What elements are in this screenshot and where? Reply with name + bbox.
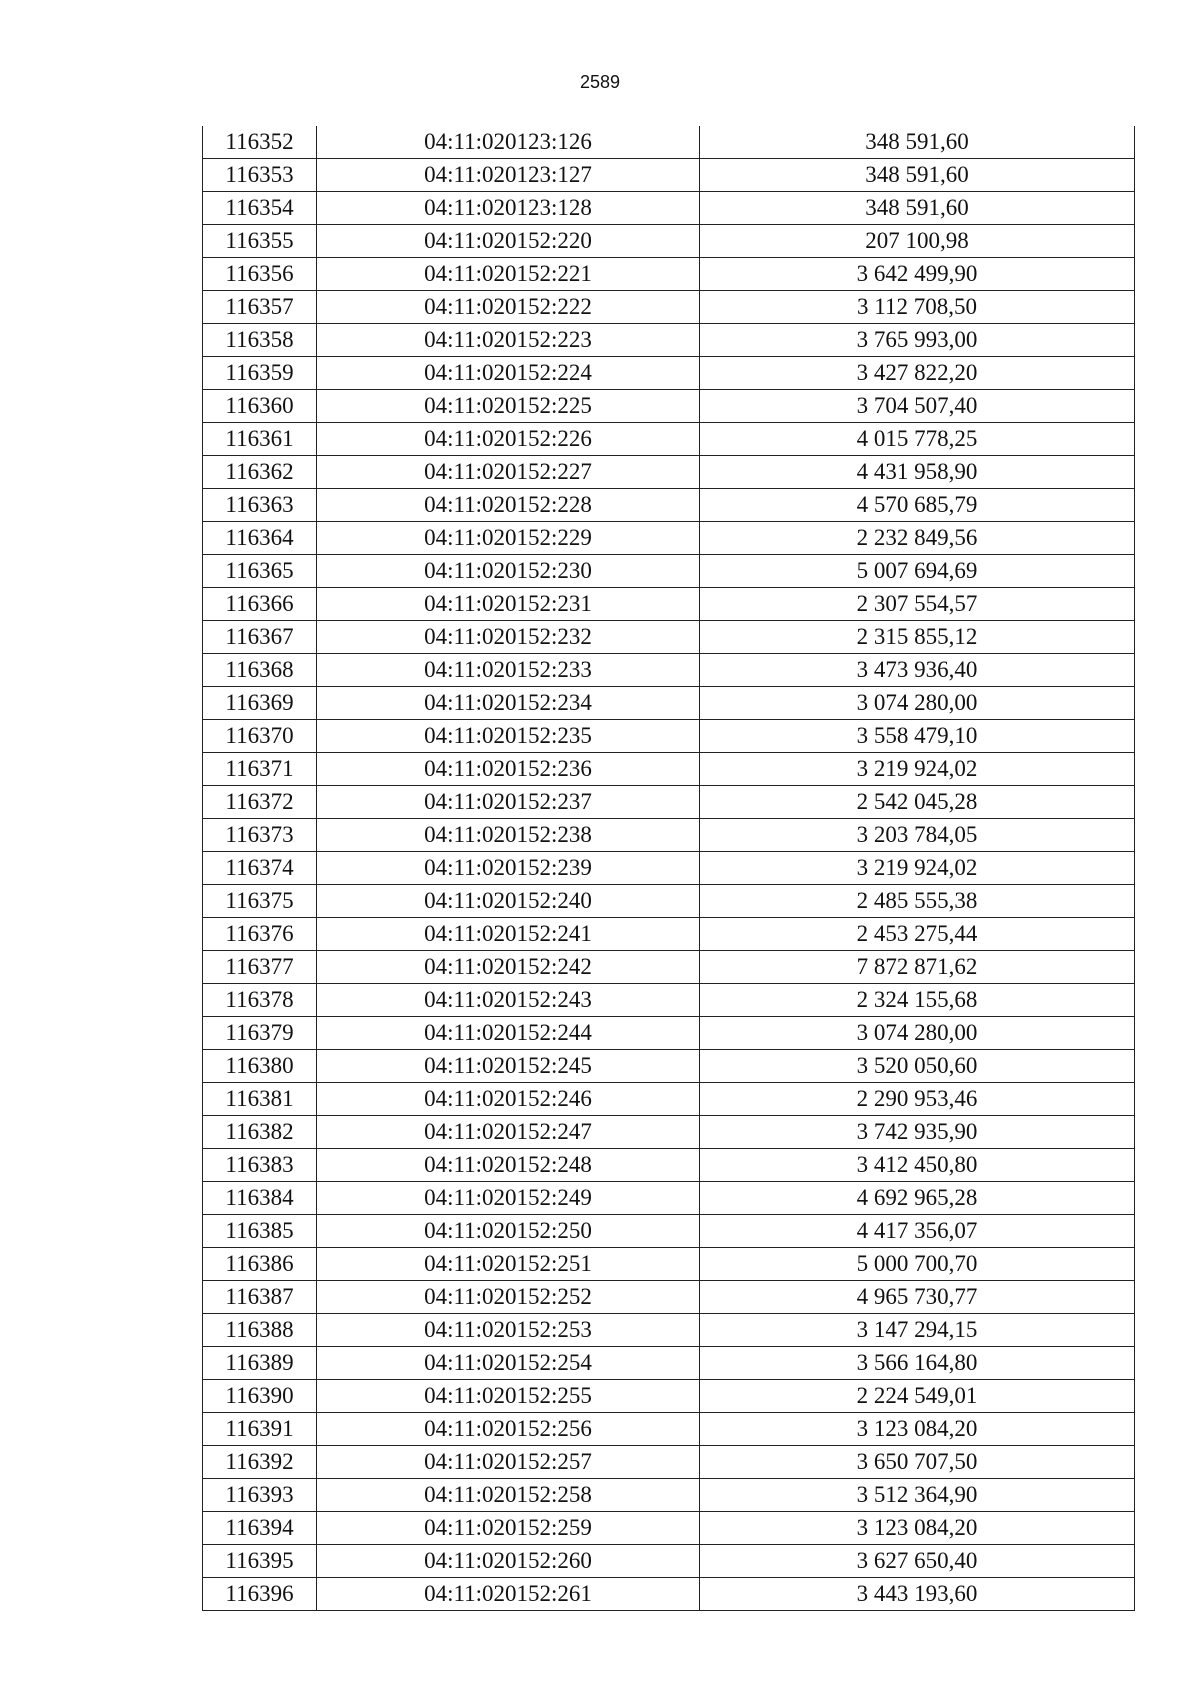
row-number-cell: 116366	[203, 588, 317, 621]
cadastral-number-cell: 04:11:020152:233	[317, 654, 700, 687]
row-number-cell: 116388	[203, 1314, 317, 1347]
table-row	[203, 1479, 1135, 1512]
table-row	[203, 1149, 1135, 1182]
table-row	[203, 720, 1135, 753]
table-row	[203, 555, 1135, 588]
cadastral-number-cell: 04:11:020152:254	[317, 1347, 700, 1380]
cadastral-number-cell: 04:11:020152:244	[317, 1017, 700, 1050]
cadastral-value-cell: 4 015 778,25	[700, 423, 1135, 456]
table-row	[203, 1380, 1135, 1413]
row-number-cell: 116363	[203, 489, 317, 522]
row-number-cell: 116359	[203, 357, 317, 390]
cadastral-number-cell: 04:11:020152:231	[317, 588, 700, 621]
table-row	[203, 654, 1135, 687]
table-row	[203, 324, 1135, 357]
row-number-cell: 116396	[203, 1578, 317, 1611]
cadastral-value-cell: 3 627 650,40	[700, 1545, 1135, 1578]
cadastral-number-cell: 04:11:020152:245	[317, 1050, 700, 1083]
cadastral-number-cell: 04:11:020152:221	[317, 258, 700, 291]
table-row	[203, 423, 1135, 456]
row-number-cell: 116364	[203, 522, 317, 555]
cadastral-value-cell: 2 232 849,56	[700, 522, 1135, 555]
cadastral-value-cell: 4 570 685,79	[700, 489, 1135, 522]
cadastral-number-cell: 04:11:020152:260	[317, 1545, 700, 1578]
row-number-cell: 116383	[203, 1149, 317, 1182]
table-row	[203, 489, 1135, 522]
table-row	[203, 1116, 1135, 1149]
cadastral-number-cell: 04:11:020152:249	[317, 1182, 700, 1215]
cadastral-number-cell: 04:11:020152:241	[317, 918, 700, 951]
cadastral-number-cell: 04:11:020152:234	[317, 687, 700, 720]
cadastral-number-cell: 04:11:020152:226	[317, 423, 700, 456]
cadastral-number-cell: 04:11:020152:230	[317, 555, 700, 588]
row-number-cell: 116374	[203, 852, 317, 885]
row-number-cell: 116377	[203, 951, 317, 984]
cadastral-value-cell: 5 000 700,70	[700, 1248, 1135, 1281]
table-row	[203, 753, 1135, 786]
cadastral-number-cell: 04:11:020152:250	[317, 1215, 700, 1248]
row-number-cell: 116386	[203, 1248, 317, 1281]
cadastral-value-cell: 5 007 694,69	[700, 555, 1135, 588]
table-row	[203, 1248, 1135, 1281]
row-number-cell: 116371	[203, 753, 317, 786]
cadastral-value-cell: 4 417 356,07	[700, 1215, 1135, 1248]
table-row	[203, 1050, 1135, 1083]
row-number-cell: 116380	[203, 1050, 317, 1083]
cadastral-number-cell: 04:11:020152:227	[317, 456, 700, 489]
row-number-cell: 116353	[203, 159, 317, 192]
cadastral-value-cell: 7 872 871,62	[700, 951, 1135, 984]
table-row	[203, 1017, 1135, 1050]
cadastral-number-cell: 04:11:020123:127	[317, 159, 700, 192]
table-row	[203, 357, 1135, 390]
cadastral-number-cell: 04:11:020152:229	[317, 522, 700, 555]
cadastral-value-cell: 3 219 924,02	[700, 753, 1135, 786]
cadastral-value-cell: 348 591,60	[700, 192, 1135, 225]
table-row	[203, 390, 1135, 423]
table-row	[203, 291, 1135, 324]
cadastral-value-cell: 207 100,98	[700, 225, 1135, 258]
row-number-cell: 116355	[203, 225, 317, 258]
table-row	[203, 819, 1135, 852]
row-number-cell: 116391	[203, 1413, 317, 1446]
cadastral-value-cell: 3 112 708,50	[700, 291, 1135, 324]
cadastral-number-cell: 04:11:020152:251	[317, 1248, 700, 1281]
row-number-cell: 116376	[203, 918, 317, 951]
cadastral-value-cell: 3 443 193,60	[700, 1578, 1135, 1611]
table-row	[203, 885, 1135, 918]
cadastral-value-cell: 3 473 936,40	[700, 654, 1135, 687]
cadastral-number-cell: 04:11:020152:248	[317, 1149, 700, 1182]
table-row	[203, 1413, 1135, 1446]
cadastral-value-cell: 2 290 953,46	[700, 1083, 1135, 1116]
row-number-cell: 116370	[203, 720, 317, 753]
cadastral-value-cell: 3 123 084,20	[700, 1413, 1135, 1446]
cadastral-number-cell: 04:11:020152:261	[317, 1578, 700, 1611]
table-row	[203, 159, 1135, 192]
cadastral-value-cell: 3 219 924,02	[700, 852, 1135, 885]
row-number-cell: 116360	[203, 390, 317, 423]
table-row	[203, 1215, 1135, 1248]
cadastral-number-cell: 04:11:020123:128	[317, 192, 700, 225]
cadastral-number-cell: 04:11:020152:236	[317, 753, 700, 786]
row-number-cell: 116358	[203, 324, 317, 357]
table-row	[203, 786, 1135, 819]
cadastral-value-cell: 3 642 499,90	[700, 258, 1135, 291]
row-number-cell: 116387	[203, 1281, 317, 1314]
cadastral-value-cell: 3 412 450,80	[700, 1149, 1135, 1182]
cadastral-value-cell: 2 307 554,57	[700, 588, 1135, 621]
cadastral-value-cell: 3 742 935,90	[700, 1116, 1135, 1149]
cadastral-number-cell: 04:11:020152:242	[317, 951, 700, 984]
cadastral-value-cell: 348 591,60	[700, 126, 1135, 159]
table-body	[203, 126, 1135, 1611]
table-row	[203, 1281, 1135, 1314]
table-row	[203, 522, 1135, 555]
cadastral-number-cell: 04:11:020152:258	[317, 1479, 700, 1512]
table-row	[203, 258, 1135, 291]
row-number-cell: 116382	[203, 1116, 317, 1149]
row-number-cell: 116372	[203, 786, 317, 819]
cadastral-number-cell: 04:11:020152:228	[317, 489, 700, 522]
table-row	[203, 192, 1135, 225]
cadastral-value-cell: 2 453 275,44	[700, 918, 1135, 951]
row-number-cell: 116356	[203, 258, 317, 291]
cadastral-number-cell: 04:11:020152:240	[317, 885, 700, 918]
row-number-cell: 116362	[203, 456, 317, 489]
row-number-cell: 116390	[203, 1380, 317, 1413]
row-number-cell: 116361	[203, 423, 317, 456]
cadastral-number-cell: 04:11:020152:225	[317, 390, 700, 423]
cadastral-value-cell: 4 965 730,77	[700, 1281, 1135, 1314]
cadastral-value-cell: 4 692 965,28	[700, 1182, 1135, 1215]
cadastral-number-cell: 04:11:020152:246	[317, 1083, 700, 1116]
cadastral-value-cell: 3 765 993,00	[700, 324, 1135, 357]
row-number-cell: 116367	[203, 621, 317, 654]
row-number-cell: 116368	[203, 654, 317, 687]
table-row	[203, 456, 1135, 489]
table-row	[203, 588, 1135, 621]
row-number-cell: 116354	[203, 192, 317, 225]
table-row	[203, 225, 1135, 258]
row-number-cell: 116365	[203, 555, 317, 588]
cadastral-number-cell: 04:11:020152:239	[317, 852, 700, 885]
cadastral-value-cell: 2 324 155,68	[700, 984, 1135, 1017]
table-row	[203, 984, 1135, 1017]
row-number-cell: 116392	[203, 1446, 317, 1479]
cadastral-value-table	[202, 126, 1135, 1611]
cadastral-number-cell: 04:11:020152:224	[317, 357, 700, 390]
row-number-cell: 116394	[203, 1512, 317, 1545]
cadastral-value-cell: 3 427 822,20	[700, 357, 1135, 390]
cadastral-number-cell: 04:11:020152:256	[317, 1413, 700, 1446]
cadastral-number-cell: 04:11:020152:222	[317, 291, 700, 324]
table-row	[203, 687, 1135, 720]
table-row	[203, 1083, 1135, 1116]
row-number-cell: 116384	[203, 1182, 317, 1215]
table-row	[203, 1314, 1135, 1347]
cadastral-number-cell: 04:11:020123:126	[317, 126, 700, 159]
cadastral-number-cell: 04:11:020152:235	[317, 720, 700, 753]
cadastral-number-cell: 04:11:020152:232	[317, 621, 700, 654]
cadastral-number-cell: 04:11:020152:252	[317, 1281, 700, 1314]
cadastral-number-cell: 04:11:020152:220	[317, 225, 700, 258]
table-row	[203, 918, 1135, 951]
row-number-cell: 116378	[203, 984, 317, 1017]
table-row	[203, 1578, 1135, 1611]
cadastral-number-cell: 04:11:020152:223	[317, 324, 700, 357]
table-row	[203, 951, 1135, 984]
cadastral-value-cell: 3 650 707,50	[700, 1446, 1135, 1479]
table-row	[203, 126, 1135, 159]
cadastral-value-cell: 348 591,60	[700, 159, 1135, 192]
row-number-cell: 116357	[203, 291, 317, 324]
cadastral-number-cell: 04:11:020152:253	[317, 1314, 700, 1347]
table-row	[203, 1347, 1135, 1380]
cadastral-value-cell: 2 315 855,12	[700, 621, 1135, 654]
table-row	[203, 1512, 1135, 1545]
table-row	[203, 852, 1135, 885]
cadastral-value-cell: 3 147 294,15	[700, 1314, 1135, 1347]
cadastral-number-cell: 04:11:020152:255	[317, 1380, 700, 1413]
cadastral-value-cell: 2 485 555,38	[700, 885, 1135, 918]
table-row	[203, 1446, 1135, 1479]
row-number-cell: 116393	[203, 1479, 317, 1512]
cadastral-value-cell: 3 520 050,60	[700, 1050, 1135, 1083]
cadastral-value-cell: 3 123 084,20	[700, 1512, 1135, 1545]
cadastral-value-cell: 3 074 280,00	[700, 1017, 1135, 1050]
row-number-cell: 116381	[203, 1083, 317, 1116]
page-number: 2589	[579, 72, 621, 92]
row-number-cell: 116352	[203, 126, 317, 159]
cadastral-value-cell: 3 512 364,90	[700, 1479, 1135, 1512]
cadastral-number-cell: 04:11:020152:247	[317, 1116, 700, 1149]
row-number-cell: 116373	[203, 819, 317, 852]
cadastral-value-cell: 2 224 549,01	[700, 1380, 1135, 1413]
row-number-cell: 116395	[203, 1545, 317, 1578]
cadastral-number-cell: 04:11:020152:257	[317, 1446, 700, 1479]
cadastral-value-cell: 3 566 164,80	[700, 1347, 1135, 1380]
table-row	[203, 1182, 1135, 1215]
row-number-cell: 116385	[203, 1215, 317, 1248]
table-row	[203, 621, 1135, 654]
cadastral-value-cell: 3 203 784,05	[700, 819, 1135, 852]
row-number-cell: 116375	[203, 885, 317, 918]
row-number-cell: 116379	[203, 1017, 317, 1050]
cadastral-number-cell: 04:11:020152:259	[317, 1512, 700, 1545]
cadastral-number-cell: 04:11:020152:243	[317, 984, 700, 1017]
cadastral-value-cell: 2 542 045,28	[700, 786, 1135, 819]
cadastral-number-cell: 04:11:020152:238	[317, 819, 700, 852]
cadastral-value-cell: 3 704 507,40	[700, 390, 1135, 423]
table-row	[203, 1545, 1135, 1578]
cadastral-value-cell: 3 558 479,10	[700, 720, 1135, 753]
cadastral-value-cell: 3 074 280,00	[700, 687, 1135, 720]
cadastral-number-cell: 04:11:020152:237	[317, 786, 700, 819]
cadastral-value-cell: 4 431 958,90	[700, 456, 1135, 489]
row-number-cell: 116369	[203, 687, 317, 720]
row-number-cell: 116389	[203, 1347, 317, 1380]
